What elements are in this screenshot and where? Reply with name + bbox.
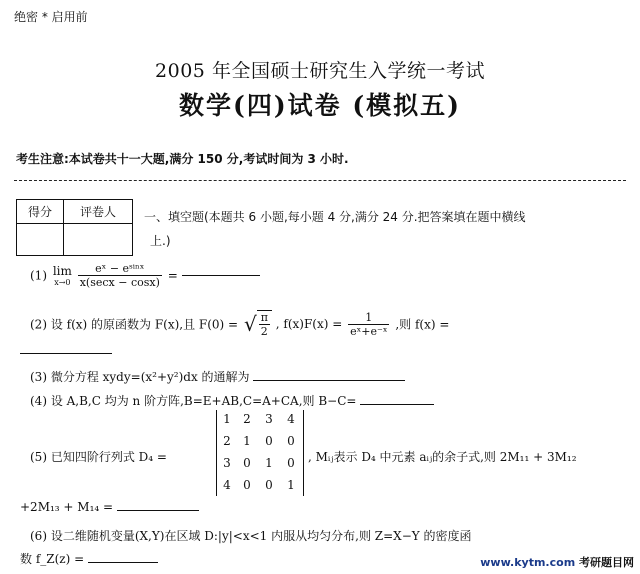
det-cell: 0: [243, 478, 251, 492]
watermark-url: www.kytm.com: [480, 556, 576, 569]
q6-answer-blank[interactable]: [88, 562, 158, 563]
det-cell: 1: [265, 456, 273, 470]
grader-cell: [64, 224, 133, 256]
q2-sqrt-num: π: [260, 311, 268, 324]
det-cell: 1: [223, 412, 231, 426]
q5-answer-blank[interactable]: [117, 510, 199, 511]
det-cell: 3: [223, 456, 231, 470]
q2-sqrt-fraction: [259, 311, 270, 338]
question-2: [30, 310, 449, 338]
q6-cont: [20, 550, 158, 567]
q1-answer-blank[interactable]: [182, 275, 260, 276]
q5-prefix: (5) 已知四阶行列式 D₄ =: [30, 450, 167, 464]
q1-number: (1): [30, 268, 47, 283]
exam-notice: 考生注意:本试卷共十一大题,满分 150 分,考试时间为 3 小时.: [16, 152, 349, 166]
det-cell: 0: [287, 434, 295, 448]
det-cell: 0: [243, 456, 251, 470]
section-heading-cont: 上.): [150, 234, 171, 248]
q5-cont: [20, 500, 199, 514]
q5-determinant: [216, 410, 304, 496]
q1-numerator: eˣ − eˢⁱⁿˣ: [78, 262, 162, 276]
det-cell: 3: [265, 412, 273, 426]
det-cell: 4: [223, 478, 231, 492]
det-cell: 4: [287, 412, 295, 426]
question-1: [30, 262, 260, 289]
q2-sqrt-den: 2: [260, 325, 268, 338]
watermark: [480, 554, 634, 570]
det-cell: 1: [243, 434, 251, 448]
q2-frac-num: 1: [348, 311, 389, 325]
question-3: [30, 368, 405, 385]
q2-answer-blank[interactable]: [20, 352, 112, 354]
det-cell: 1: [287, 478, 295, 492]
grader-header: 评卷人: [64, 200, 133, 224]
q3-text: (3) 微分方程 xydy=(x²+y²)dx 的通解为: [30, 370, 250, 384]
det-cell: 2: [223, 434, 231, 448]
watermark-site: 考研题目网: [579, 556, 634, 569]
q5-cont-text: +2M₁₃ + M₁₄ =: [20, 500, 114, 514]
score-header: 得分: [17, 200, 64, 224]
question-4: [30, 392, 434, 409]
det-cell: 0: [287, 456, 295, 470]
q4-text: (4) 设 A,B,C 均为 n 阶方阵,B=E+AB,C=A+CA,则 B−C=: [30, 394, 357, 408]
q2-text-a: (2) 设 f(x) 的原函数为 F(x),且 F(0) =: [30, 317, 239, 332]
q2-frac-den: eˣ+e⁻ˣ: [350, 324, 388, 338]
classification-label: 绝密 * 启用前: [14, 10, 88, 24]
score-table: [16, 199, 133, 256]
q6-cont-text: 数 f_Z(z) =: [20, 552, 85, 566]
score-cell: [17, 224, 64, 256]
q2-text-b: , f(x)F(x) =: [275, 317, 343, 331]
q1-lim-sub: x→0: [54, 278, 71, 287]
det-cell: 0: [265, 434, 273, 448]
sqrt-sign: √: [243, 312, 257, 336]
q2-fraction: [348, 311, 389, 338]
q3-answer-blank[interactable]: [253, 380, 405, 381]
q5-suffix: , Mᵢⱼ表示 D₄ 中元素 aᵢⱼ的余子式,则 2M₁₁ + 3M₁₂: [308, 450, 577, 464]
exam-title: 2005 年全国硕士研究生入学统一考试: [155, 60, 485, 82]
q4-answer-blank[interactable]: [360, 404, 434, 405]
det-cell: 2: [243, 412, 251, 426]
question-6: (6) 设二维随机变量(X,Y)在区域 D:|y|<x<1 内服从均匀分布,则 Z=X−Y 的密度函: [30, 529, 472, 543]
q1-equals: =: [167, 268, 178, 283]
det-cell: 0: [265, 478, 273, 492]
q1-denominator: x(secx − cosx): [79, 276, 160, 289]
notice-divider: [14, 180, 626, 181]
q2-text-c: ,则 f(x) =: [395, 317, 450, 332]
q1-lim: lim: [52, 264, 72, 278]
section-heading: 一、填空题(本题共 6 小题,每小题 4 分,满分 24 分.把答案填在题中横线: [144, 210, 526, 224]
exam-subtitle: 数学(四)试卷 (模拟五): [178, 91, 462, 120]
q1-fraction: [78, 262, 162, 289]
